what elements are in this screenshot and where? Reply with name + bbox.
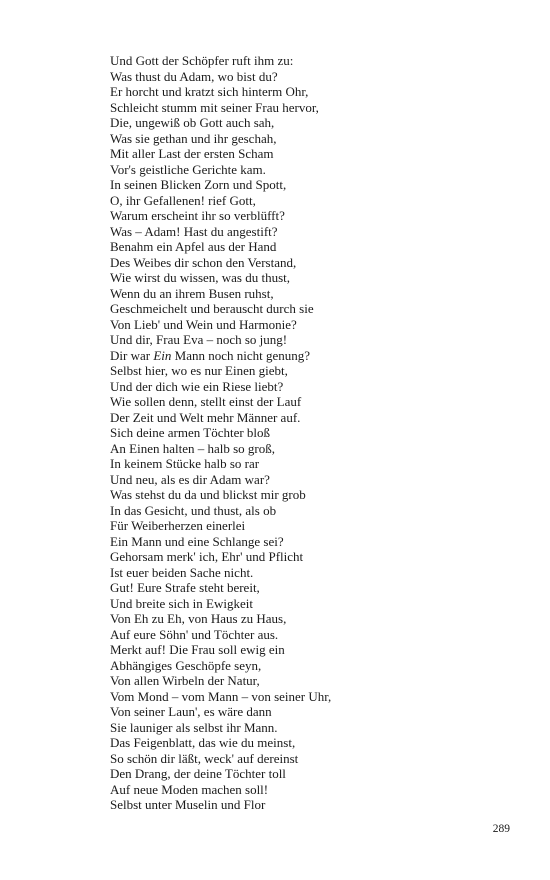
poem-line: In keinem Stücke halb so rar	[110, 456, 260, 471]
poem-line-emphasis: Ein	[153, 347, 172, 363]
poem-line: Für Weiberherzen einerlei	[110, 518, 246, 533]
poem-line: Gut! Eure Strafe steht bereit,	[110, 580, 260, 595]
poem-line: Von allen Wirbeln der Natur,	[110, 673, 260, 688]
poem-line: Ein Mann und eine Schlange sei?	[110, 533, 284, 549]
poem-line: Wie sollen denn, stellt einst der Lauf	[110, 394, 302, 409]
poem-line-text: Mann noch nicht genung?	[171, 347, 311, 363]
poem-line: Wenn du an ihrem Busen ruhst,	[110, 285, 274, 301]
poem-line: Schleicht stumm mit seiner Frau hervor,	[110, 99, 319, 115]
poem-line: Abhängiges Geschöpfe seyn,	[110, 657, 262, 673]
poem-line	[110, 348, 510, 364]
poem-line: Und breite sich in Ewigkeit	[110, 595, 253, 611]
poem-line: In das Gesicht, und thust, als ob	[110, 502, 277, 518]
poem-line: Von seiner Laun', es wäre dann	[110, 704, 272, 719]
poem-line: Und der dich wie ein Riese liebt?	[110, 378, 284, 394]
poem-line: Auf neue Moden machen soll!	[110, 781, 269, 797]
poem-line: Merkt auf! Die Frau soll ewig ein	[110, 642, 285, 657]
poem-line: In seinen Blicken Zorn und Spott,	[110, 177, 287, 192]
poem-line: So schön dir läßt, weck' auf dereinst	[110, 750, 299, 766]
poem-line: Benahm ein Apfel aus der Hand	[110, 239, 277, 254]
poem-line: Und Gott der Schöpfer ruft ihm zu:	[110, 53, 294, 68]
poem-line: An Einen halten – halb so groß,	[110, 440, 275, 456]
poem-line: Von Lieb' und Wein und Harmonie?	[110, 316, 297, 332]
poem-line: Vor's geistliche Gerichte kam.	[110, 161, 266, 177]
poem-line: Sie launiger als selbst ihr Mann.	[110, 719, 278, 735]
poem-text-block	[110, 53, 510, 813]
poem-line: O, ihr Gefallenen! rief Gott,	[110, 192, 256, 208]
poem-line: Die, ungewiß ob Gott auch sah,	[110, 115, 275, 130]
poem-line: Mit aller Last der ersten Scham	[110, 146, 274, 161]
poem-line: Was thust du Adam, wo bist du?	[110, 68, 278, 84]
poem-line: Vom Mond – vom Mann – von seiner Uhr,	[110, 688, 332, 704]
poem-line: Sich deine armen Töchter bloß	[110, 425, 271, 440]
poem-line: Wie wirst du wissen, was du thust,	[110, 270, 291, 285]
poem-line: Was sie gethan und ihr geschah,	[110, 130, 277, 146]
poem-line: Selbst hier, wo es nur Einen giebt,	[110, 363, 288, 378]
poem-line: Und neu, als es dir Adam war?	[110, 471, 270, 487]
poem-line: Und dir, Frau Eva – noch so jung!	[110, 332, 288, 347]
poem-line: Was stehst du da und blickst mir grob	[110, 487, 306, 502]
poem-line: Den Drang, der deine Töchter toll	[110, 766, 286, 781]
poem-line: Auf eure Söhn' und Töchter aus.	[110, 626, 279, 642]
poem-line: Ist euer beiden Sache nicht.	[110, 564, 254, 580]
poem-line: Von Eh zu Eh, von Haus zu Haus,	[110, 611, 287, 626]
poem-line: Das Feigenblatt, das wie du meinst,	[110, 735, 296, 750]
poem-line-text: Dir war	[110, 347, 154, 363]
poem-line: Des Weibes dir schon den Verstand,	[110, 254, 297, 270]
poem-line: Warum erscheint ihr so verblüfft?	[110, 208, 285, 223]
poem-line: Der Zeit und Welt mehr Männer auf.	[110, 409, 301, 425]
poem-line: Geschmeichelt und berauscht durch sie	[110, 301, 314, 316]
poem-line: Gehorsam merk' ich, Ehr' und Pflicht	[110, 549, 304, 564]
page-number: 289	[492, 823, 510, 835]
poem-line: Er horcht und kratzt sich hinterm Ohr,	[110, 84, 309, 99]
poem-line: Was – Adam! Hast du angestift?	[110, 223, 278, 239]
poem-line: Selbst unter Muselin und Flor	[110, 797, 266, 812]
